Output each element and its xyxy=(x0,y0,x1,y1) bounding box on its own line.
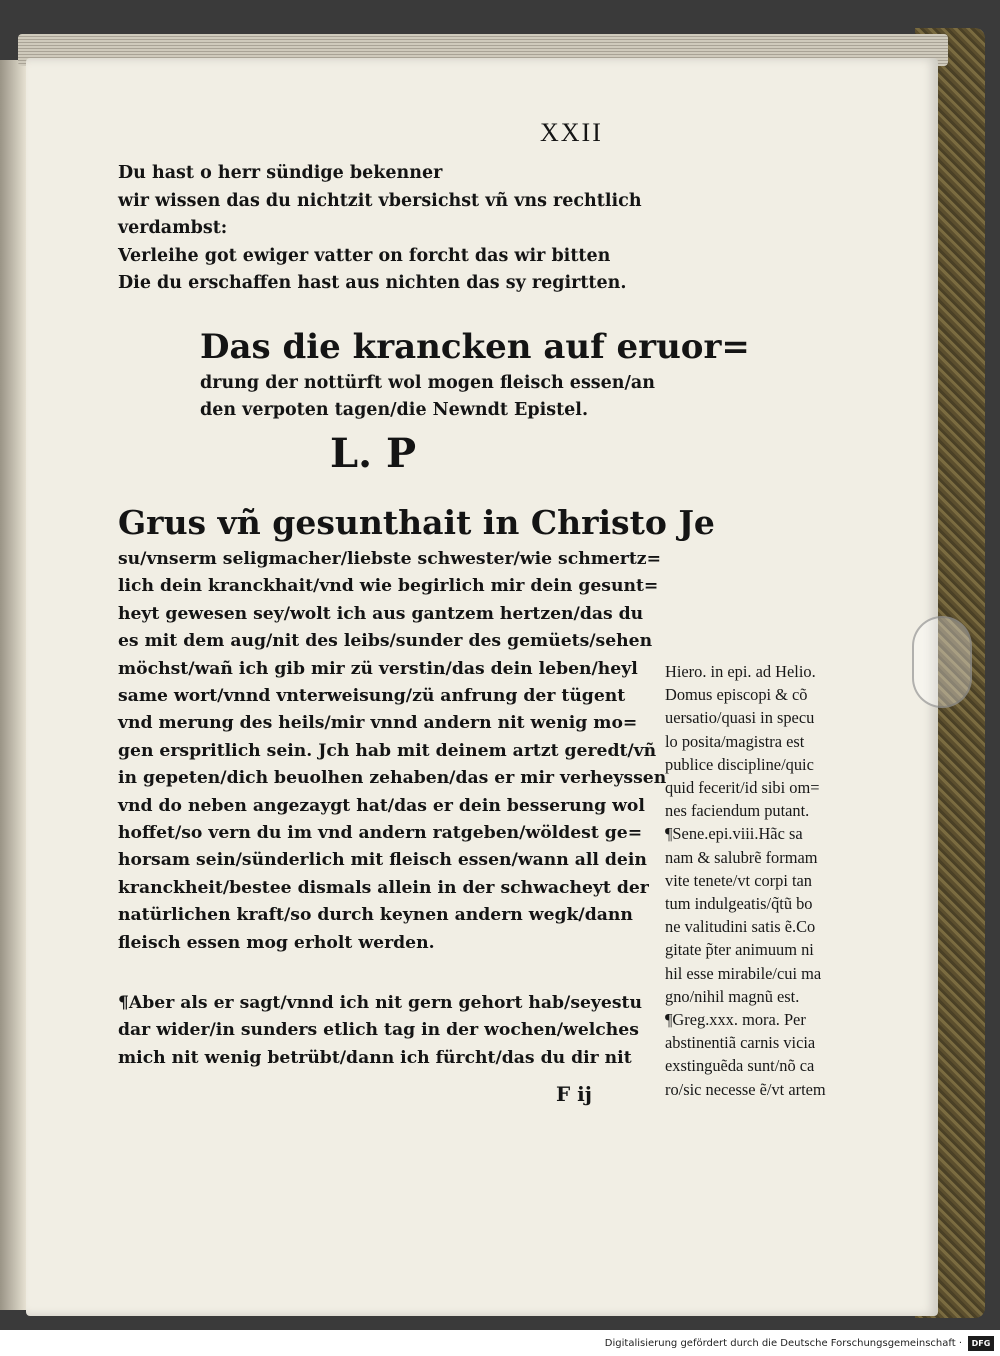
text-line: horsam sein/sünderlich mit fleisch essen/wann all dein xyxy=(118,850,647,871)
gloss-line: abstinentiã carnis vicia xyxy=(665,1033,816,1053)
heading-subtitle xyxy=(200,370,670,424)
text-line: gen erspritlich sein. Jch hab mit deinem artzt geredt/vñ xyxy=(118,740,657,761)
gloss-line: Hiero. in epi. ad Helio. xyxy=(665,662,816,681)
gloss-line: Domus episcopi & cõ xyxy=(665,685,808,705)
text-line: mich nit wenig betrübt/dann ich fürcht/das du dir nit xyxy=(118,1047,632,1068)
text-line: fleisch essen mog erholt werden. xyxy=(118,932,435,953)
marginal-gloss xyxy=(665,660,910,1101)
text-line: vnd do neben angezaygt hat/das er dein besserung wol xyxy=(118,795,645,816)
text-line: su/vnserm seligmacher/liebste schwester/wie schmertz= xyxy=(118,549,661,569)
funding-credit: Digitalisierung gefördert durch die Deutsche Forschungsgemeinschaft · xyxy=(604,1338,962,1349)
gloss-line: nes faciendum putant. xyxy=(665,801,810,821)
signature-mark: F ij xyxy=(556,1082,592,1106)
heading-line: den verpoten tagen/die Newndt Epistel. xyxy=(200,400,589,420)
text-line: in gepeten/dich beuolhen zehaben/das er mir verheyssen xyxy=(118,768,667,789)
text-line: Die du erschaffen hast aus nichten das sy regirtten. xyxy=(118,273,627,293)
facing-page-edge xyxy=(0,60,26,1310)
text-line: lich dein kranckhait/vnd wie begirlich mir dein gesunt= xyxy=(118,576,659,597)
gloss-line: tum indulgeatis/q̃tũ bo xyxy=(665,894,813,914)
text-line: ¶Aber als er sagt/vnnd ich nit gern gehort hab/seyestu xyxy=(118,993,642,1013)
text-line: es mit dem aug/nit des leibs/sunder des gemüets/sehen xyxy=(118,631,653,652)
epistle-heading xyxy=(200,324,750,424)
gloss-line: hil esse mirabile/cui ma xyxy=(665,963,822,983)
text-line: heyt gewesen sey/wolt ich aus gantzem hertzen/das du xyxy=(118,603,644,624)
gloss-line: ¶Greg.xxx. mora. Per xyxy=(665,1010,806,1030)
opening-verses xyxy=(118,160,658,298)
gloss-line: uersatio/quasi in specu xyxy=(665,708,815,728)
gloss-line: gitate p̃ter animuum ni xyxy=(665,940,814,960)
text-line: dar wider/in sunders etlich tag in der wochen/welches xyxy=(118,1020,639,1041)
page-clip xyxy=(912,616,972,708)
letter-body xyxy=(118,546,678,957)
text-line: Du hast o herr sündige bekenner xyxy=(118,163,443,183)
text-line: verdambst: xyxy=(118,218,228,238)
gloss-line: ne valitudini satis ẽ.Co xyxy=(665,917,816,937)
text-line: vnd merung des heils/mir vnnd andern nit wenig mo= xyxy=(118,713,638,734)
text-line: same wort/vnnd vnterweisung/zü anfrung der tügent xyxy=(118,686,626,707)
gloss-line: quid fecerit/id sibi om= xyxy=(665,778,820,798)
text-line: natürlichen kraft/so durch keynen andern wegk/dann xyxy=(118,905,633,926)
gloss-line: exstinguẽda sunt/nõ ca xyxy=(665,1056,815,1076)
greeting-line: Grus vñ gesunthait in Christo Je xyxy=(118,503,715,542)
second-paragraph xyxy=(118,990,678,1072)
gloss-line: lo posita/magistra est xyxy=(665,731,805,751)
gloss-line: gno/nihil magnũ est. xyxy=(665,986,800,1006)
heading-line: drung der nottürft wol mogen fleisch essen/an xyxy=(200,373,655,393)
gloss-line: ¶Sene.epi.viii.Hãc sa xyxy=(665,824,803,844)
text-line: kranckheit/bestee dismals allein in der schwacheyt der xyxy=(118,877,649,898)
text-line: wir wissen das du nichtzit vbersichst vñ vns rechtlich xyxy=(118,190,642,211)
initials-mark: L. P xyxy=(330,430,417,477)
text-line: hoffet/so vern du im vnd andern ratgeben/wöldest ge= xyxy=(118,823,643,844)
gloss-line: nam & salubrẽ formam xyxy=(665,847,818,867)
text-line: möchst/wañ ich gib mir zü verstin/das dein leben/heyl xyxy=(118,658,638,679)
heading-line: Das die krancken auf eruor= xyxy=(200,327,750,367)
text-line: Verleihe got ewiger vatter on forcht das wir bitten xyxy=(118,245,611,266)
gloss-line: publice discipline/quic xyxy=(665,754,814,774)
folio-number: XXII xyxy=(540,118,603,147)
gloss-line: vite tenete/vt corpi tan xyxy=(665,870,813,890)
gloss-line: ro/sic necesse ẽ/vt artem xyxy=(665,1079,826,1099)
dfg-logo: DFG xyxy=(968,1336,994,1351)
